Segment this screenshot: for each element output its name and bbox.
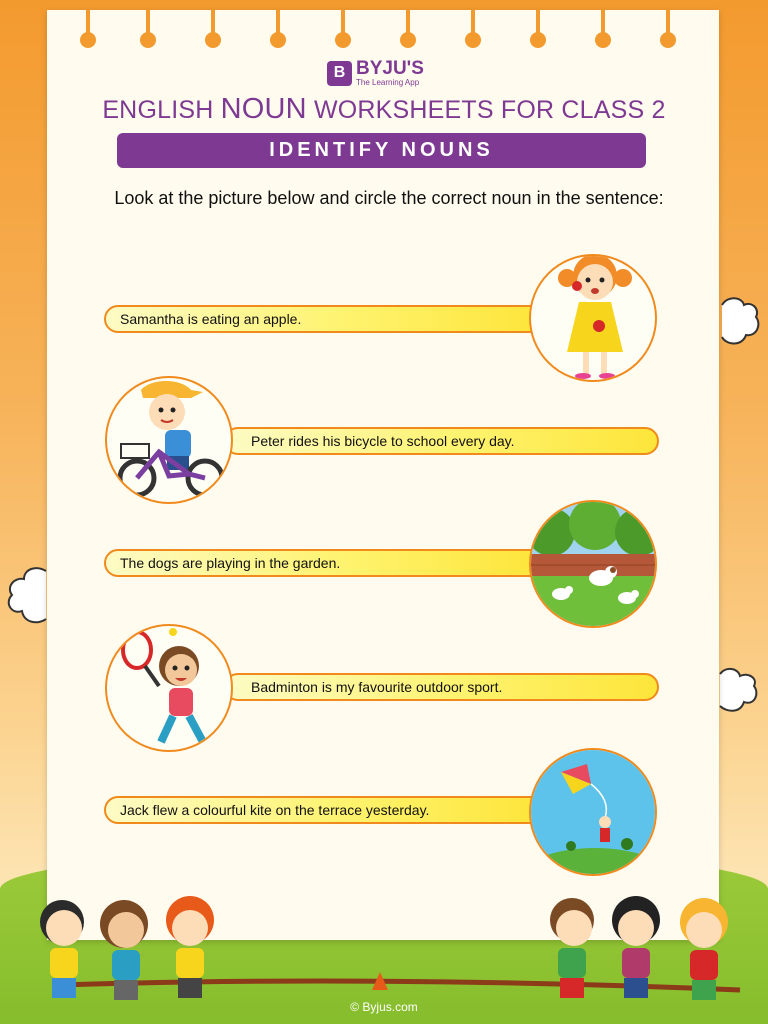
sentence-text: Peter rides his bicycle to school every day. (251, 433, 515, 449)
title-part-3: WORKSHEETS FOR CLASS 2 (313, 96, 666, 124)
illustration-boy-riding-bicycle (105, 376, 233, 504)
sentence-bar[interactable] (224, 673, 659, 701)
illustration-girl-eating-apple (529, 254, 657, 382)
cloud-icon (718, 295, 760, 351)
garden-icon (531, 502, 657, 628)
girl-icon (531, 256, 657, 382)
sentence-text: The dogs are playing in the garden. (120, 555, 341, 571)
brand-tagline: The Learning App (356, 78, 420, 87)
section-banner: IDENTIFY NOUNS (117, 133, 646, 168)
sentence-bar[interactable] (104, 549, 544, 577)
brand-name: BYJU'S (356, 58, 424, 79)
logo-mark: B (327, 61, 352, 86)
binder-holes (47, 10, 719, 50)
sentence-bar[interactable] (104, 305, 544, 333)
sentence-text: Samantha is eating an apple. (120, 311, 302, 327)
sentence-text: Jack flew a colourful kite on the terrace yesterday. (120, 802, 430, 818)
cloud-icon (718, 666, 760, 716)
illustration-dogs-in-garden (529, 500, 657, 628)
cloud-icon (6, 565, 48, 627)
sentence-bar[interactable] (104, 796, 544, 824)
page-title (0, 93, 768, 126)
kid-figure (612, 896, 660, 998)
byjus-logo (327, 58, 442, 88)
bicycle-icon (107, 378, 233, 504)
title-part-2: NOUN (220, 93, 307, 125)
illustration-boy-flying-kite (529, 748, 657, 876)
sentence-bar[interactable] (224, 427, 659, 455)
kite-icon (531, 750, 657, 876)
sentence-text: Badminton is my favourite outdoor sport. (251, 679, 503, 695)
badminton-icon (107, 626, 233, 752)
copyright-text: © Byjus.com (350, 1000, 418, 1014)
illustration-boy-playing-badminton (105, 624, 233, 752)
title-part-1: ENGLISH (102, 96, 214, 124)
kid-figure (680, 898, 728, 1000)
instruction-text: Look at the picture below and circle the correct noun in the sentence: (114, 188, 664, 208)
